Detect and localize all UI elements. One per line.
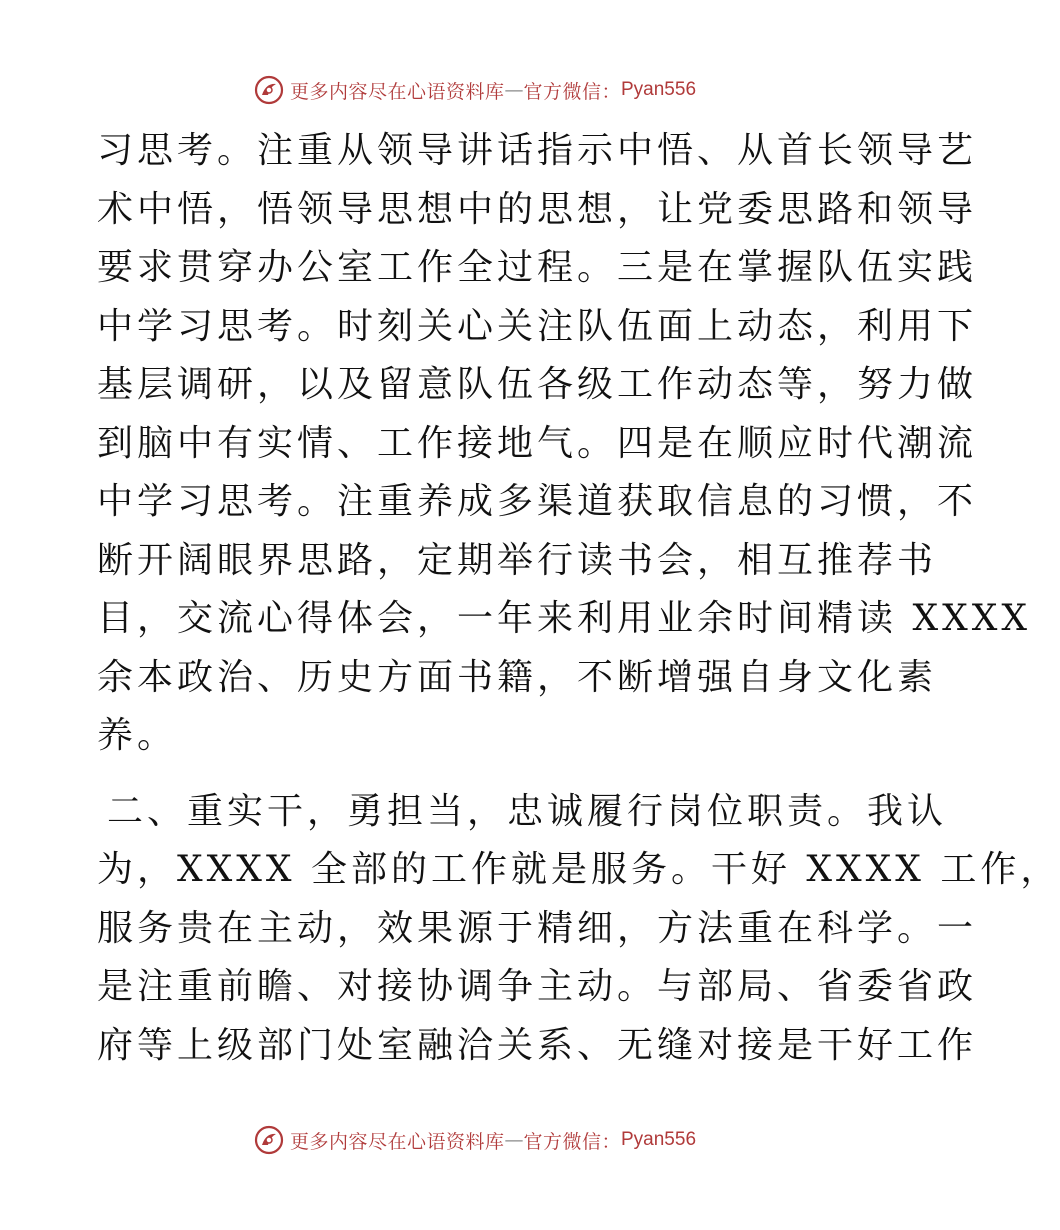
paragraph [97,122,1031,766]
text-line: 养。 [97,715,178,756]
text-line: 为，XXXX 全部的工作就是服务。干好 XXXX 工作， [97,849,1060,890]
watermark-id: Pyan556 [621,79,697,100]
text-line: 服务贵在主动，效果源于精细，方法重在科学。一 [97,907,978,949]
text-line: 术中悟，悟领导思想中的思想，让党委思路和领导 [97,188,978,230]
paragraph-gap [97,766,867,783]
text-line: 习思考。注重从领导讲话指示中悟、从首长领导艺 [97,130,978,171]
paragraph [97,783,1060,1076]
watermark-id: Pyan556 [621,1129,697,1150]
watermark-text: 更多内容尽在心语资料库 [289,1130,505,1153]
watermark-separator: — [504,79,524,101]
text-line: 目，交流心得体会，一年来利用业余时间精读 XXXX [97,598,1031,639]
document-body [97,122,1060,1075]
text-line: 要求贯穿办公室工作全过程。三是在掌握队伍实践 [97,247,978,288]
text-line: 是注重前瞻、对接协调争主动。与部局、省委省政 [97,966,978,1007]
text-line: 到脑中有实情、工作接地气。四是在顺应时代潮流 [97,422,978,464]
logo-icon [254,75,284,105]
text-line: 余本政治、历史方面书籍，不断增强自身文化素 [97,656,938,698]
watermark-text: 更多内容尽在心语资料库 [289,80,505,103]
text-line: 府等上级部门处室融洽关系、无缝对接是干好工作 [97,1024,978,1066]
text-line: 中学习思考。注重养成多渠道获取信息的习惯，不 [97,481,978,522]
text-line: 断开阔眼界思路，定期举行读书会，相互推荐书 [97,539,938,581]
logo-icon [254,1125,284,1155]
section-heading-line: 二、重实干，勇担当，忠诚履行岗位职责。我认 [107,790,948,832]
header-watermark [0,70,950,110]
text-line: 中学习思考。时刻关心关注队伍面上动态，利用下 [97,305,978,347]
watermark-label: 官方微信： [523,80,621,103]
watermark-separator: — [504,1129,524,1151]
text-line: 基层调研，以及留意队伍各级工作动态等，努力做 [97,364,978,405]
watermark-label: 官方微信： [523,1130,621,1153]
footer-watermark [0,1120,950,1160]
